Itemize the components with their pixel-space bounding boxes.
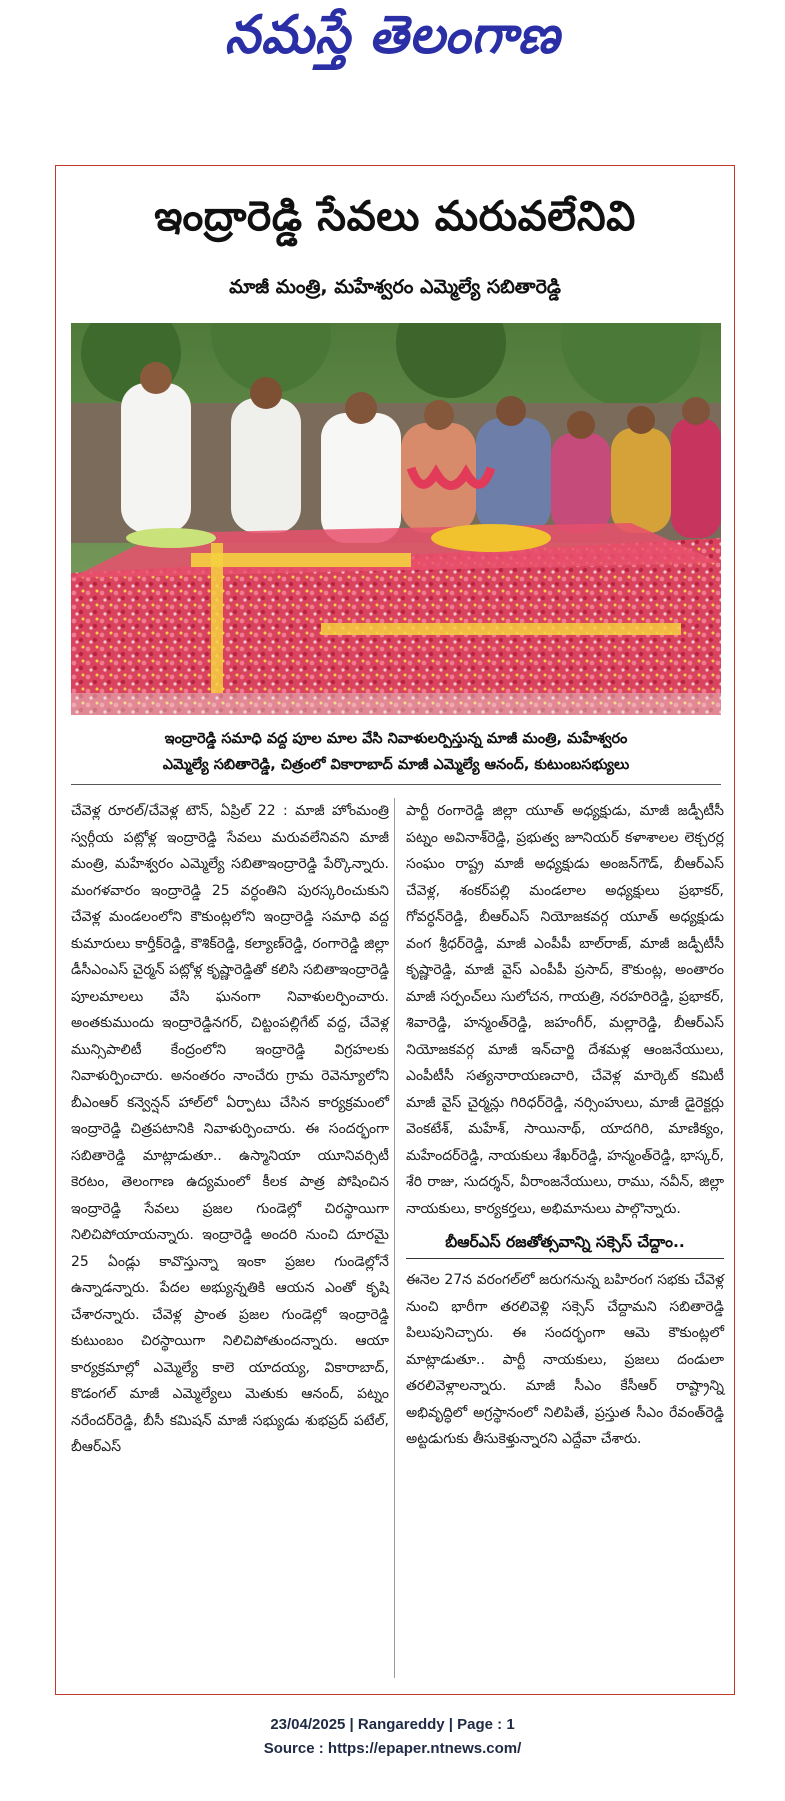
tribute-photo-illustration: [71, 323, 721, 715]
section-subtitle: బీఆర్‌ఎస్ రజతోత్సవాన్ని సక్సెస్ చేద్దాం..: [406, 1230, 724, 1259]
footer-date-edition: 23/04/2025 | Rangareddy | Page : 1: [270, 1716, 515, 1733]
right-column-text-top: పార్టీ రంగారెడ్డి జిల్లా యూత్ అధ్యక్షుడు, మాజీ జడ్పీటీసీ పట్నం అవినాశ్‌రెడ్డి, ప్రభుత్వ జూనియర్ కళాశాలల లెక్చరర్ల సంఘం రాష్ట్ర మాజీ అధ్యక్షుడు అంజన్‌గౌడ్, బీఆర్‌ఎస్ చేవెళ్ల, శంకర్‌పల్లి మండలాల అధ్యక్షులు ప్రభాకర్, గోవర్ధన్‌రెడ్డి, బీఆర్‌ఎస్ నియోజకవర్గ యూత్ అధ్యక్షుడు వంగ శ్రీధర్‌రెడ్డి, మాజీ ఎంపీపీ బాల్‌రాజ్, మాజీ జడ్పీటీసీ కృష్ణారెడ్డి, మాజీ వైస్ ఎంపీపీ ప్రసాద్, కౌకుంట్ల, అంతారం మాజీ సర్పంచ్‌లు సులోచన, గాయత్రి, నరహరిరెడ్డి, ప్రభాకర్, శివారెడ్డి, హన్మంత్‌రెడ్డి, జహంగీర్, మల్లారెడ్డి, బీఆర్‌ఎస్ నియోజకవర్గ మాజీ ఇన్‌చార్జి దేశమళ్ల ఆంజనేయులు, ఎంపీటీసీ సత్యనారాయణచారి, చేవెళ్ల మార్కెట్ కమిటీ మాజీ వైస్ చైర్మన్లు గిరిధర్‌రెడ్డి, నర్సింహులు, మాజీ డైరెక్టర్లు వెంకటేశ్, మహేశ్, సాయినాథ్, యాదగిరి, మాణిక్యం, మహేందర్‌రెడ్డి, నాయకులు శేఖర్‌రెడ్డి, హన్మంత్‌రెడ్డి, భాస్కర్, శేరి రాజు, సుదర్శన్, వీరాంజనేయులు, రాము, నవీన్, జిల్లా నాయకులు, కార్యకర్తలు, అభిమానులు పాల్గొన్నారు.: [406, 803, 724, 1217]
newspaper-logo: నమస్తే తెలంగాణ: [224, 4, 561, 66]
column-divider: [394, 798, 395, 1678]
caption-line-2: ఎమ్మెల్యే సబితారెడ్డి, చిత్రంలో వికారాబాద్ మాజీ ఎమ్మెల్యే ఆనంద్, కుటుంబసభ్యులు: [162, 757, 630, 773]
left-column-text: చేవెళ్ల రూరల్/చేవెళ్ల టౌన్, ఏప్రిల్ 22 : మాజీ హోంమంత్రి స్వర్గీయ పట్లోళ్ల ఇంద్రారెడ్డి సేవలు మరువలేనివని మాజీ మంత్రి, మహేశ్వరం ఎమ్మెల్యే సబితాఇంద్రారెడ్డి పేర్కొన్నారు. మంగళవారం ఇంద్రారెడ్డి 25 వర్ధంతిని పురస్కరించుకుని చేవెళ్ల మండలంలోని కౌకుంట్లలోని ఇంద్రారెడ్డి సమాధి వద్ద కుమారులు కార్తీక్‌రెడ్డి, కౌశిక్‌రెడ్డి, కల్యాణ్‌రెడ్డి, రంగారెడ్డి జిల్లా డీసీఎంఎస్ చైర్మన్ పట్లోళ్ల కృష్ణారెడ్డితో కలిసి సబితాఇంద్రారెడ్డి పూలమాలలు వేసి ఘనంగా నివాళులర్పించారు. అంతకుముందు ఇంద్రారెడ్డినగర్, చిట్టంపల్లిగేట్ వద్ద, చేవెళ్ల మున్సిపాలిటీ కేంద్రంలోని ఇంద్రారెడ్డి విగ్రహలకు నివాళుర్పించారు. అనంతరం నాంచేరు గ్రామ రెవెన్యూలోని బీఎంఆర్ కన్వెన్షన్ హాల్‌లో ఏర్పాటు చేసిన కార్యక్రమంలో ఇంద్రారెడ్డి చిత్రపటానికి నివాళుర్పించారు. ఈ సందర్భంగా సబితారెడ్డి మాట్లాడుతూ.. ఉస్మానియా యూనివర్సిటీ కెరటం, తెలంగాణ ఉద్యమంలో కీలక పాత్ర పోషించిన ఇంద్రారెడ్డి సేవలు ప్రజల గుండెల్లో చిరస్థాయిగా నిలిచిపోయాయన్నారు. ఇంద్రారెడ్డి అందరి నుంచి దూరమై 25 ఏండ్లు కావొస్తున్నా ఇంకా ప్రజల గుండెల్లోనే ఉన్నాడన్నారు. పేదల అభ్యున్నతికి ఆయన ఎంతో కృషి చేశారన్నారు. చేవెళ్ల ప్రాంత ప్రజల గుండెల్లో ఇంద్రారెడ్డి కుటుంబం చిరస్థాయిగా నిలిచిపోతుందన్నారు. ఆయా కార్యక్రమాల్లో ఎమ్మెల్యే కాలె యాదయ్య, వికారాబాద్, కొడంగల్ మాజీ ఎమ్మెల్యేలు మెతుకు ఆనంద్, పట్నం నరేందర్‌రెడ్డి, బీసీ కమిషన్ మాజీ సభ్యుడు శుభప్రద్ పటేల్, బీఆర్‌ఎస్: [71, 803, 389, 1455]
photo-caption: [71, 726, 721, 785]
news-clipping: [55, 165, 735, 1695]
news-photo: [71, 323, 721, 715]
caption-line-1: ఇంద్రారెడ్డి సమాధి వద్ద పూల మాల వేసి నివాళులర్పిస్తున్న మాజీ మంత్రి, మహేశ్వరం: [164, 731, 628, 747]
article-headline: ఇంద్రారెడ్డి సేవలు మరువలేనివి: [154, 192, 636, 240]
article-subheadline: మాజీ మంత్రి, మహేశ్వరం ఎమ్మెల్యే సబితారెడ్డి: [229, 276, 561, 298]
footer-source: Source : https://epaper.ntnews.com/: [263, 1740, 522, 1757]
article-column-left: [71, 798, 389, 1461]
masthead: [0, 0, 785, 80]
right-column-text-bottom: ఈనెల 27న వరంగల్‌లో జరుగనున్న బహిరంగ సభకు చేవెళ్ల నుంచి భారీగా తరలివెళ్లి సక్సెస్ చేద్దామని సబితారెడ్డి పిలుపునిచ్చారు. ఈ సందర్భంగా ఆమె కౌకుంట్లలో మాట్లాడుతూ.. పార్టీ నాయకులు, ప్రజలు దండులా తరలివెళ్లాలన్నారు. మాజీ సీఎం కేసీఆర్ రాష్ట్రాన్ని అభివృద్ధిలో అగ్రస్థానంలో నిలిపితే, ప్రస్తుత సీఎం రేవంత్‌రెడ్డి అట్టడుగుకు తీసుకెళ్తున్నారని ఎద్దేవా చేశారు.: [406, 1272, 724, 1447]
article-column-right: [406, 798, 724, 1453]
